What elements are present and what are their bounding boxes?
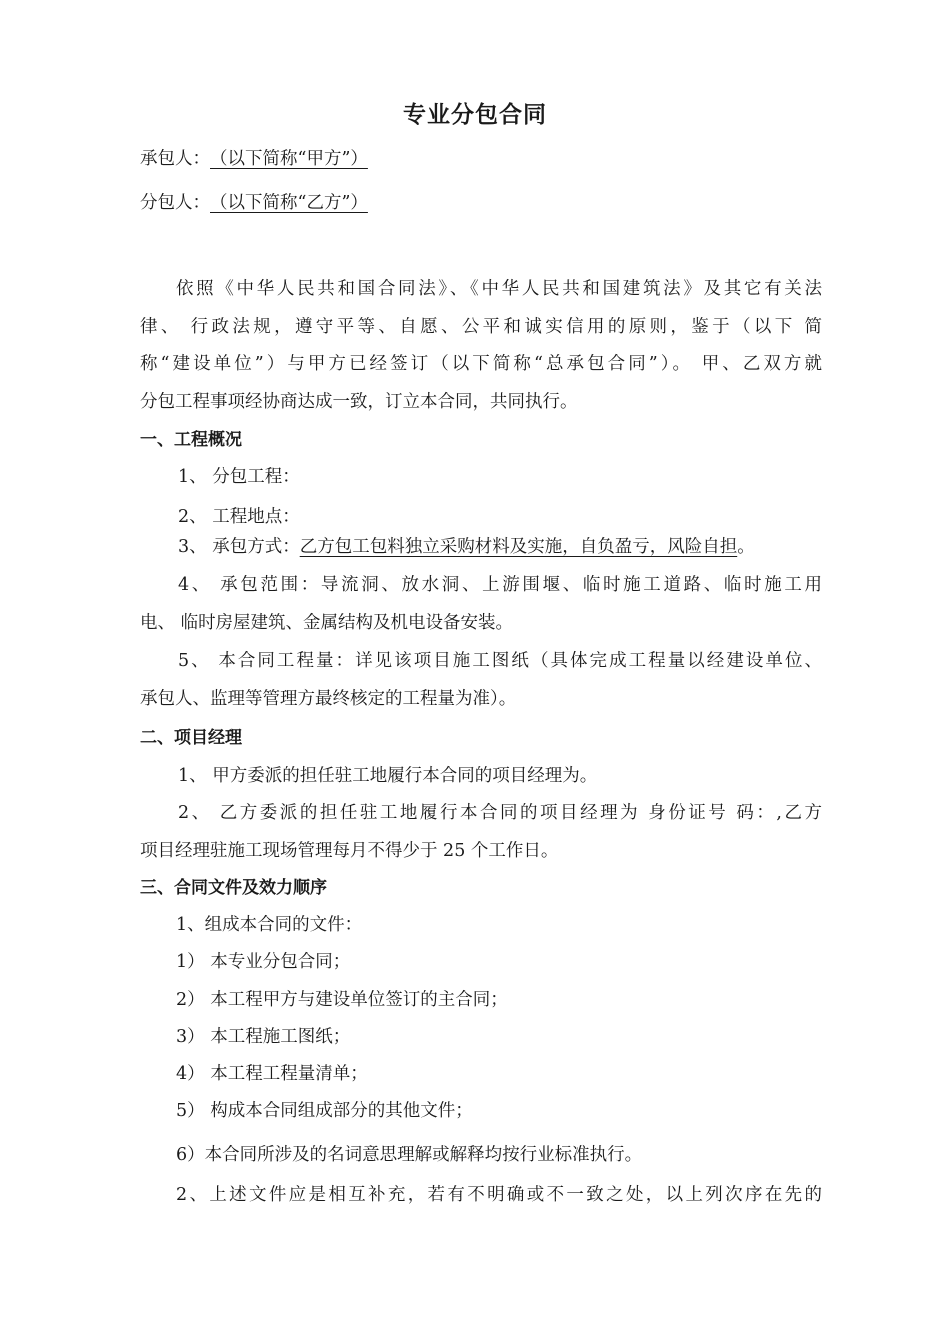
section1-item-2: 2、 工程地点： — [178, 507, 300, 527]
contractor-line — [140, 147, 822, 171]
subcontractor-label: 分包人： — [140, 193, 210, 213]
section-heading-1: 一、工程概况 — [140, 430, 242, 450]
section1-item-5-line-1: 5、 本合同工程量：详见该项目施工图纸（具体完成工程量以经建设单位、 — [178, 651, 822, 671]
section1-item-3 — [178, 535, 822, 559]
section3-item-1: 1、组成本合同的文件： — [176, 915, 363, 935]
section2-item-2-line-2: 项目经理驻施工现场管理每月不得少于 25 个工作日。 — [140, 841, 559, 861]
section3-item-2-line-1: 2、上述文件应是相互补充，若有不明确或不一致之处，以上列次序在先的 — [176, 1185, 822, 1205]
item3-suffix: 。 — [737, 537, 755, 557]
contractor-value: （以下简称“甲方”） — [210, 149, 368, 169]
section1-item-5-line-2: 承包人、监理等管理方最终核定的工程量为准）。 — [140, 689, 517, 709]
section1-item-1: 1、 分包工程： — [178, 467, 300, 487]
item3-prefix: 3、 承包方式： — [178, 537, 300, 557]
document-list-item-1: 1） 本专业分包合同； — [176, 952, 351, 972]
contractor-label: 承包人： — [140, 149, 210, 169]
section1-item-4-line-1: 4、 承包范围：导流洞、放水洞、上游围堰、临时施工道路、临时施工用 — [178, 575, 822, 595]
intro-line-1: 依照《中华人民共和国合同法》、《中华人民共和国建筑法》及其它有关法 — [176, 279, 822, 299]
section-heading-3: 三、合同文件及效力顺序 — [140, 878, 327, 898]
document-list-item-2: 2） 本工程甲方与建设单位签订的主合同； — [176, 990, 508, 1010]
document-list-item-3: 3） 本工程施工图纸； — [176, 1027, 351, 1047]
contract-method-underlined: 乙方包工包料独立采购材料及实施，自负盈亏，风险自担 — [299, 537, 738, 557]
document-title: 专业分包合同 — [403, 102, 547, 128]
section2-item-1: 1、 甲方委派的担任驻工地履行本合同的项目经理为。 — [178, 766, 598, 786]
section1-item-4-line-2: 电、 临时房屋建筑、金属结构及机电设备安装。 — [140, 613, 514, 633]
document-list-item-4: 4） 本工程工程量清单； — [176, 1064, 368, 1084]
section2-item-2-line-1: 2、 乙方委派的担任驻工地履行本合同的项目经理为 身份证号 码：,乙方 — [178, 803, 822, 823]
intro-line-3: 称“建设单位”）与甲方已经签订（以下简称“总承包合同”）。 甲、乙双方就 — [140, 354, 822, 374]
document-list-item-6: 6）本合同所涉及的名词意思理解或解释均按行业标准执行。 — [176, 1145, 643, 1165]
document-list-item-5: 5） 构成本合同组成部分的其他文件； — [176, 1101, 473, 1121]
section-heading-2: 二、项目经理 — [140, 728, 242, 748]
intro-line-4: 分包工程事项经协商达成一致，订立本合同，共同执行。 — [140, 392, 578, 412]
intro-line-2: 律、 行政法规，遵守平等、自愿、公平和诚实信用的原则，鉴于（以下 简 — [140, 317, 822, 337]
subcontractor-value: （以下简称“乙方”） — [210, 193, 368, 213]
subcontractor-line — [140, 191, 822, 215]
